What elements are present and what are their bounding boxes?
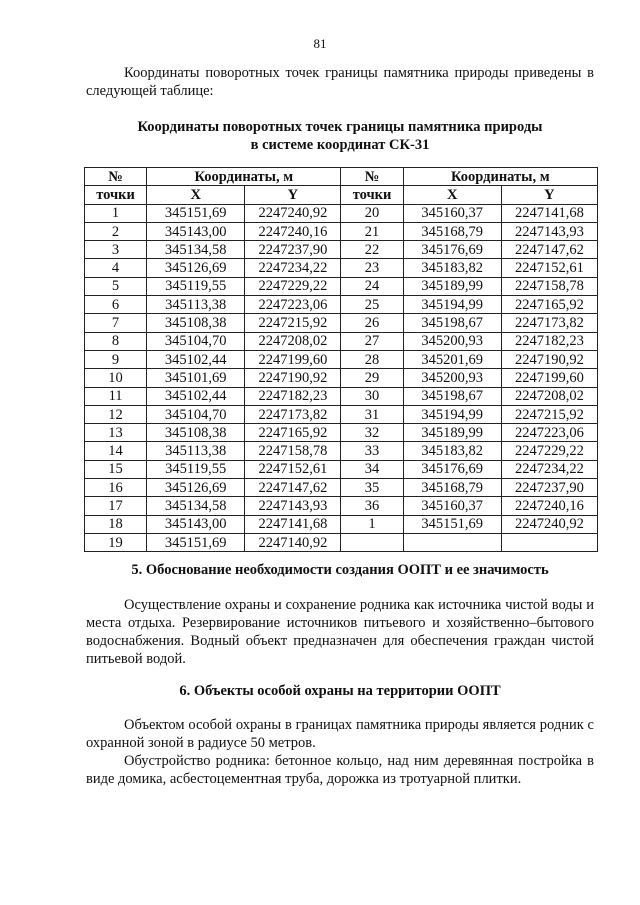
table-cell: 33 bbox=[341, 442, 403, 460]
table-cell: 29 bbox=[341, 369, 403, 387]
table-cell: 2 bbox=[85, 222, 147, 240]
table-cell: 2247208,02 bbox=[245, 332, 341, 350]
table-cell: 345176,69 bbox=[403, 460, 501, 478]
section5-paragraph: Осуществление охраны и сохранение родника как источника чистой воды и места отдыха. Резервирование источников питьевого и хозяйственно–бытового водоснабжения. Водный объект предназначен для обеспечения граждан чистой питьевой водой. bbox=[86, 597, 594, 667]
table-cell: 345176,69 bbox=[403, 241, 501, 259]
table-cell: 4 bbox=[85, 259, 147, 277]
table-cell: 2247234,22 bbox=[245, 259, 341, 277]
table-cell: 15 bbox=[85, 460, 147, 478]
table-cell: 345183,82 bbox=[403, 442, 501, 460]
table-cell: 11 bbox=[85, 387, 147, 405]
table-cell: 2247199,60 bbox=[501, 369, 597, 387]
table-cell: 21 bbox=[341, 222, 403, 240]
table-cell: 345143,00 bbox=[147, 222, 245, 240]
table-cell: 345151,69 bbox=[147, 533, 245, 551]
table-cell: 345201,69 bbox=[403, 350, 501, 368]
table-cell: 34 bbox=[341, 460, 403, 478]
table-cell: 345200,93 bbox=[403, 332, 501, 350]
section6-paragraph-2: Обустройство родника: бетонное кольцо, над ним деревянная постройка в виде домика, асбестоцементная труба, дорожка из тротуарной плитки. bbox=[86, 753, 594, 787]
table-cell: 345113,38 bbox=[147, 442, 245, 460]
page-number: 81 bbox=[313, 36, 327, 51]
table-cell: 345200,93 bbox=[403, 369, 501, 387]
table-row bbox=[85, 497, 598, 515]
table-cell: 345189,99 bbox=[403, 424, 501, 442]
table-cell: 2247190,92 bbox=[245, 369, 341, 387]
table-cell: 345119,55 bbox=[147, 277, 245, 295]
table-cell: 345134,58 bbox=[147, 497, 245, 515]
table-title-line1: Координаты поворотных точек границы памятника природы bbox=[137, 119, 543, 135]
table-cell: 13 bbox=[85, 424, 147, 442]
table-cell: 2247173,82 bbox=[245, 405, 341, 423]
table-cell: 345102,44 bbox=[147, 387, 245, 405]
table-cell: 9 bbox=[85, 350, 147, 368]
table-cell: 345168,79 bbox=[403, 222, 501, 240]
table-cell: 3 bbox=[85, 241, 147, 259]
table-cell: 2247229,22 bbox=[245, 277, 341, 295]
table-cell: 345108,38 bbox=[147, 424, 245, 442]
table-cell: 345151,69 bbox=[403, 515, 501, 533]
section6-paragraph-1: Объектом особой охраны в границах памятника природы является родник с охранной зоной в радиусе 50 метров. bbox=[86, 717, 594, 751]
table-row bbox=[85, 332, 598, 350]
table-row bbox=[85, 277, 598, 295]
table-cell: 2247240,92 bbox=[501, 515, 597, 533]
table-cell: 22 bbox=[341, 241, 403, 259]
table-row bbox=[85, 533, 598, 551]
table-cell: 345108,38 bbox=[147, 314, 245, 332]
table-cell: 2247237,90 bbox=[245, 241, 341, 259]
section6-heading: 6. Объекты особой охраны на территории ООПТ bbox=[179, 683, 501, 699]
table-cell: 17 bbox=[85, 497, 147, 515]
table-cell: 2247229,22 bbox=[501, 442, 597, 460]
table-cell: 2247147,62 bbox=[245, 479, 341, 497]
table-cell: 26 bbox=[341, 314, 403, 332]
table-cell: 20 bbox=[341, 204, 403, 222]
table-cell: 35 bbox=[341, 479, 403, 497]
table-cell: 30 bbox=[341, 387, 403, 405]
table-cell: 2247234,22 bbox=[501, 460, 597, 478]
table-cell: 345194,99 bbox=[403, 296, 501, 314]
table-cell: 36 bbox=[341, 497, 403, 515]
table-cell: 8 bbox=[85, 332, 147, 350]
coordinates-table bbox=[84, 167, 598, 552]
table-cell: 2247182,23 bbox=[501, 332, 597, 350]
table-row bbox=[85, 405, 598, 423]
table-cell: 23 bbox=[341, 259, 403, 277]
table-cell: 345134,58 bbox=[147, 241, 245, 259]
table-row bbox=[85, 442, 598, 460]
table-cell bbox=[501, 533, 597, 551]
header-x-left: X bbox=[147, 186, 245, 204]
table-cell: 2247208,02 bbox=[501, 387, 597, 405]
table-cell: 2247223,06 bbox=[501, 424, 597, 442]
table-cell: 2247165,92 bbox=[501, 296, 597, 314]
table-cell: 345113,38 bbox=[147, 296, 245, 314]
table-row bbox=[85, 350, 598, 368]
table-cell: 2247240,16 bbox=[501, 497, 597, 515]
table-cell: 2247140,92 bbox=[245, 533, 341, 551]
table-cell: 2247237,90 bbox=[501, 479, 597, 497]
table-cell: 12 bbox=[85, 405, 147, 423]
table-cell: 345143,00 bbox=[147, 515, 245, 533]
table-cell: 2247165,92 bbox=[245, 424, 341, 442]
intro-paragraph: Координаты поворотных точек границы памятника природы приведены в следующей таблице: bbox=[86, 65, 594, 99]
table-cell: 7 bbox=[85, 314, 147, 332]
header-y-left: Y bbox=[245, 186, 341, 204]
table-cell: 345119,55 bbox=[147, 460, 245, 478]
table-cell: 2247199,60 bbox=[245, 350, 341, 368]
table-cell bbox=[403, 533, 501, 551]
table-cell: 19 bbox=[85, 533, 147, 551]
table-cell: 10 bbox=[85, 369, 147, 387]
table-row bbox=[85, 515, 598, 533]
table-cell: 5 bbox=[85, 277, 147, 295]
table-cell: 1 bbox=[85, 204, 147, 222]
table-cell: 14 bbox=[85, 442, 147, 460]
table-cell: 31 bbox=[341, 405, 403, 423]
table-cell: 6 bbox=[85, 296, 147, 314]
table-row bbox=[85, 241, 598, 259]
table-cell bbox=[341, 533, 403, 551]
table-cell: 2247240,92 bbox=[245, 204, 341, 222]
table-cell: 345189,99 bbox=[403, 277, 501, 295]
table-cell: 2247158,78 bbox=[501, 277, 597, 295]
header-coords-left: Координаты, м bbox=[147, 168, 341, 186]
table-cell: 345198,67 bbox=[403, 314, 501, 332]
table-cell: 16 bbox=[85, 479, 147, 497]
table-cell: 2247215,92 bbox=[501, 405, 597, 423]
table-cell: 2247223,06 bbox=[245, 296, 341, 314]
table-cell: 345168,79 bbox=[403, 479, 501, 497]
header-number-left: № bbox=[85, 168, 147, 186]
table-cell: 2247152,61 bbox=[245, 460, 341, 478]
header-y-right: Y bbox=[501, 186, 597, 204]
table-row bbox=[85, 479, 598, 497]
table-cell: 345126,69 bbox=[147, 259, 245, 277]
table-cell: 2247141,68 bbox=[501, 204, 597, 222]
table-cell: 345104,70 bbox=[147, 405, 245, 423]
table-cell: 345102,44 bbox=[147, 350, 245, 368]
table-row bbox=[85, 259, 598, 277]
table-cell: 27 bbox=[341, 332, 403, 350]
table-row bbox=[85, 460, 598, 478]
table-cell: 1 bbox=[341, 515, 403, 533]
table-cell: 25 bbox=[341, 296, 403, 314]
table-cell: 2247143,93 bbox=[501, 222, 597, 240]
table-cell: 2247240,16 bbox=[245, 222, 341, 240]
table-cell: 345160,37 bbox=[403, 497, 501, 515]
table-cell: 345183,82 bbox=[403, 259, 501, 277]
table-cell: 345160,37 bbox=[403, 204, 501, 222]
table-cell: 2247215,92 bbox=[245, 314, 341, 332]
header-point-left: точки bbox=[85, 186, 147, 204]
table-cell: 345194,99 bbox=[403, 405, 501, 423]
section5-heading: 5. Обоснование необходимости создания ООПТ и ее значимость bbox=[131, 562, 549, 578]
header-point-right: точки bbox=[341, 186, 403, 204]
table-cell: 345101,69 bbox=[147, 369, 245, 387]
table-cell: 2247173,82 bbox=[501, 314, 597, 332]
table-cell: 345198,67 bbox=[403, 387, 501, 405]
table-cell: 2247190,92 bbox=[501, 350, 597, 368]
table-cell: 18 bbox=[85, 515, 147, 533]
table-cell: 2247143,93 bbox=[245, 497, 341, 515]
table-row bbox=[85, 314, 598, 332]
table-title-line2: в системе координат СК-31 bbox=[250, 137, 430, 153]
table-cell: 2247152,61 bbox=[501, 259, 597, 277]
header-coords-right: Координаты, м bbox=[403, 168, 597, 186]
coordinates-table-body bbox=[85, 204, 598, 552]
table-cell: 32 bbox=[341, 424, 403, 442]
table-cell: 345126,69 bbox=[147, 479, 245, 497]
table-cell: 24 bbox=[341, 277, 403, 295]
table-row bbox=[85, 387, 598, 405]
table-row bbox=[85, 369, 598, 387]
table-row bbox=[85, 296, 598, 314]
header-x-right: X bbox=[403, 186, 501, 204]
table-cell: 345151,69 bbox=[147, 204, 245, 222]
table-cell: 2247158,78 bbox=[245, 442, 341, 460]
table-cell: 28 bbox=[341, 350, 403, 368]
table-cell: 2247141,68 bbox=[245, 515, 341, 533]
table-cell: 345104,70 bbox=[147, 332, 245, 350]
table-row bbox=[85, 204, 598, 222]
table-row bbox=[85, 222, 598, 240]
table-cell: 2247147,62 bbox=[501, 241, 597, 259]
table-cell: 2247182,23 bbox=[245, 387, 341, 405]
header-number-right: № bbox=[341, 168, 403, 186]
table-row bbox=[85, 424, 598, 442]
